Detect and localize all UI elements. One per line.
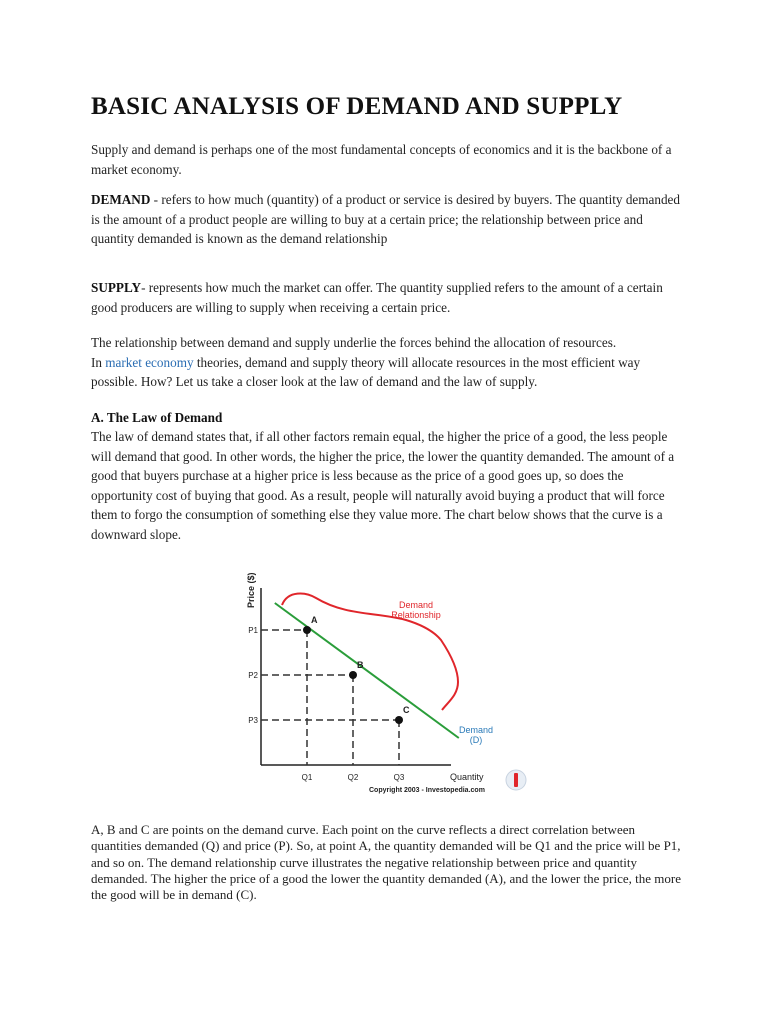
x-axis-label: Quantity bbox=[450, 772, 484, 782]
relationship-line-1: The relationship between demand and supply underlie the forces behind the allocation of resources. bbox=[91, 335, 617, 350]
point-label-b: B bbox=[357, 660, 364, 670]
intro-paragraph: Supply and demand is perhaps one of the most fundamental concepts of economics and it is the backbone of a market economy. bbox=[91, 142, 672, 177]
investopedia-logo bbox=[506, 770, 526, 790]
point-label-a: A bbox=[311, 615, 318, 625]
demand-curve-line bbox=[275, 603, 459, 738]
supply-paragraph bbox=[91, 278, 681, 317]
annotation-line-1: Demand bbox=[398, 600, 434, 610]
point-c bbox=[395, 716, 403, 724]
chart-caption: A, B and C are points on the demand curve. Each point on the curve reflects a direct correlation between quantities demanded (Q) and price (P). So, at point A, the quantity demanded will be Q1 and the price will be P1, and so on. The demand relationship curve illustrates the negative relationship between price and quantity demanded. The higher the price of a good the lower the quantity demanded (A), and the lower the price, the more the good will be in demand (C). bbox=[91, 822, 681, 903]
chart-marks bbox=[248, 615, 410, 782]
demand-term: DEMAND bbox=[91, 192, 151, 207]
copyright-text: Copyright 2003 - Investopedia.com bbox=[369, 787, 485, 794]
law-of-demand-heading: A. The Law of Demand bbox=[91, 410, 223, 425]
y-tick-label-3: P3 bbox=[248, 716, 258, 725]
demand-definition: - refers to how much (quantity) of a product or service is desired by buyers. The quantity demanded is the amount of a product people are willing to buy at a certain price; the relationship between price and quantity demanded is known as the demand relationship bbox=[91, 192, 681, 247]
y-tick-label-1: P1 bbox=[248, 626, 258, 635]
demand-paragraph bbox=[91, 190, 681, 249]
curve-label-line-1: Demand bbox=[458, 725, 494, 735]
market-economy-link[interactable]: market economy bbox=[105, 354, 194, 370]
page-title: BASIC ANALYSIS OF DEMAND AND SUPPLY bbox=[91, 93, 623, 120]
supply-definition: - represents how much the market can offer. The quantity supplied refers to the amount of a certain good producers are willing to supply when receiving a certain price. bbox=[91, 280, 663, 315]
x-tick-label-2: Q2 bbox=[347, 773, 359, 782]
y-tick-label-2: P2 bbox=[248, 671, 258, 680]
curve-label-line-2: (D) bbox=[469, 735, 483, 745]
point-a bbox=[303, 626, 311, 634]
relationship-paragraph bbox=[91, 333, 681, 392]
guide-lines bbox=[261, 630, 399, 765]
annotation-line-2: Relationship bbox=[391, 610, 441, 620]
demand-curve-chart bbox=[236, 560, 536, 800]
point-label-c: C bbox=[403, 705, 410, 715]
relationship-rest: theories, demand and supply theory will allocate resources in the most efficient way possible. How? Let us take a closer look at the law of demand and the law of supply. bbox=[91, 354, 641, 390]
supply-term: SUPPLY bbox=[91, 280, 142, 295]
y-axis-label: Price ($) bbox=[246, 572, 256, 608]
x-tick-label-3: Q3 bbox=[393, 773, 405, 782]
x-tick-label-1: Q1 bbox=[301, 773, 313, 782]
point-b bbox=[349, 671, 357, 679]
law-of-demand-paragraph: The law of demand states that, if all other factors remain equal, the higher the price of a good, the less people will demand that good. In other words, the higher the price, the lower the quantity demanded. The amount of a good that buyers purchase at a higher price is less because as the price of a good goes up, so does the opportunity cost of buying that good. As a result, people will naturally avoid buying a product that will force them to forgo the consumption of something else they value more. The chart below shows that the curve is a downward slope. bbox=[91, 429, 675, 542]
relationship-in: In bbox=[91, 354, 106, 370]
